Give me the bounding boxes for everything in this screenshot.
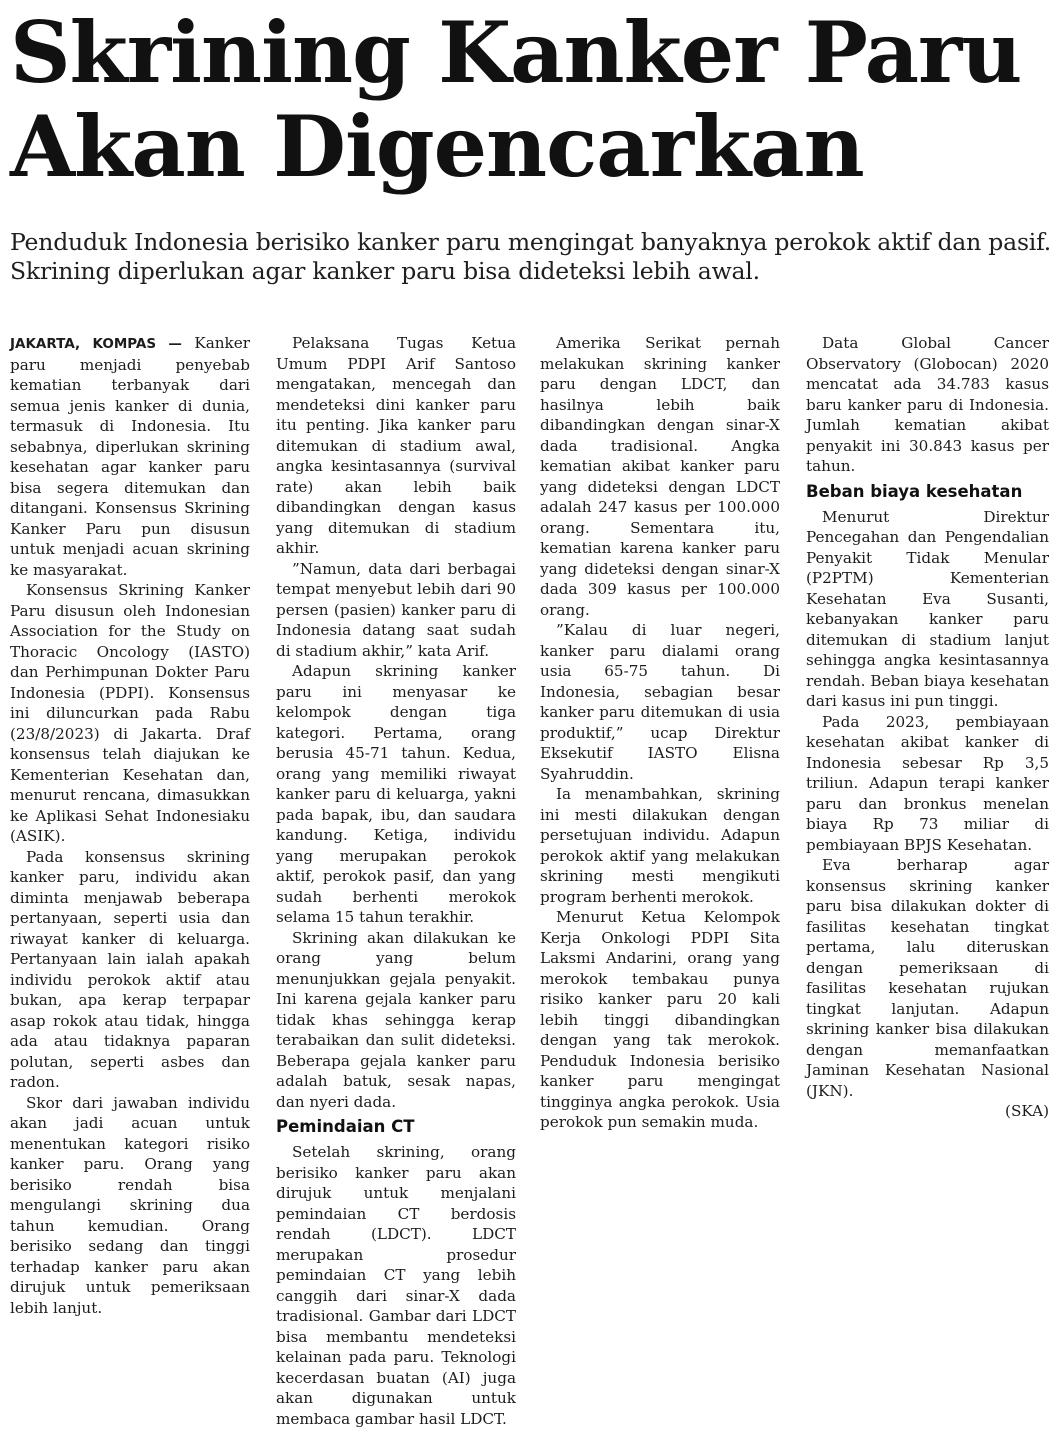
paragraph: Skor dari jawaban individu akan jadi acuan untuk menentukan kategori risiko kanker paru. Orang yang berisiko rendah bisa mengulangi skrining dua tahun kemudian. Orang berisiko sedang dan tinggi terhadap kanker paru akan dirujuk untuk pemeriksaan lebih lanjut. xyxy=(10,1093,250,1317)
paragraph: Setelah skrining, orang berisiko kanker paru akan dirujuk untuk menjalani pemindaian CT berdosis rendah (LDCT). LDCT merupakan prosedur pemindaian CT yang lebih canggih dari sinar-X dada tradisional. Gambar dari LDCT bisa membantu mendeteksi kelainan pada paru. Teknologi kecerdasan buatan (AI) juga akan digunakan untuk membaca gambar hasil LDCT. xyxy=(276,1143,516,1428)
subheading-beban-biaya: Beban biaya kesehatan xyxy=(806,481,1023,501)
headline-line-2: Akan Digencarkan xyxy=(10,97,864,196)
paragraph: Data Global Cancer Observatory (Globocan) 2020 mencatat ada 34.783 kasus baru kanker paru di Indonesia. Jumlah kematian akibat penyakit ini 30.843 kasus per tahun. xyxy=(806,334,1049,475)
article-column-3 xyxy=(540,333,780,1148)
paragraph: Amerika Serikat pernah melakukan skrining kanker paru dengan LDCT, dan hasilnya lebih baik dibandingkan dengan sinar-X dada tradisional. Angka kematian akibat kanker paru yang dideteksi dengan LDCT adalah 247 kasus per 100.000 orang. Sementara itu, kematian karena kanker paru yang dideteksi dengan sinar-X dada 309 kasus per 100.000 orang. xyxy=(540,334,780,619)
paragraph-text: Kanker paru menjadi penyebab kematian terbanyak dari semua jenis kanker di dunia, termasuk di Indonesia. Itu sebabnya, diperlukan skrining kesehatan agar kanker paru bisa segera ditemukan dan ditangani. Konsensus Skrining Kanker Paru pun disusun untuk menjadi acuan skrining ke masyarakat. xyxy=(10,334,250,579)
paragraph: ”Namun, data dari berbagai tempat menyebut lebih dari 90 persen (pasien) kanker paru di Indonesia datang saat sudah di stadium akhir,” kata Arif. xyxy=(276,559,516,660)
paragraph: Eva berharap agar konsensus skrining kanker paru bisa dilakukan dokter di fasilitas kesehatan tingkat pertama, lalu diteruskan dengan pemeriksaan di fasilitas kesehatan rujukan tingkat lanjutan. Adapun skrining kanker bisa dilakukan dengan memanfaatkan Jaminan Kesehatan Nasional (JKN). xyxy=(806,856,1049,1100)
headline-line-1: Skrining Kanker Paru xyxy=(10,3,1022,102)
author-signature: (SKA) xyxy=(1005,1102,1049,1120)
paragraph: Adapun skrining kanker paru ini menyasar ke kelompok dengan tiga kategori. Pertama, orang berusia 45-71 tahun. Kedua, orang yang memiliki riwayat kanker paru di keluarga, yakni pada bapak, ibu, dan saudara kandung. Ketiga, individu yang merupakan perokok aktif, perokok pasif, dan yang sudah berhenti merokok selama 15 tahun terakhir. xyxy=(276,662,516,926)
dateline: JAKARTA, KOMPAS — xyxy=(10,336,182,352)
article-column-2 xyxy=(276,333,516,1428)
paragraph xyxy=(10,333,250,580)
paragraph: Pada 2023, pembiayaan kesehatan akibat kanker di Indonesia sebesar Rp 3,5 triliun. Adapun terapi kanker paru dan bronkus menelan biaya Rp 73 miliar di pembiayaan BPJS Kesehatan. xyxy=(806,712,1049,854)
paragraph: Ia menambahkan, skrining ini mesti dilakukan dengan persetujuan individu. Adapun perokok aktif yang melakukan skrining mesti mengikuti program berhenti merokok. xyxy=(540,785,780,906)
subheading-pemindaian-ct: Pemindaian CT xyxy=(276,1117,415,1136)
article-column-1 xyxy=(10,333,250,1317)
headline xyxy=(10,3,1050,196)
paragraph: Menurut Ketua Kelompok Kerja Onkologi PDPI Sita Laksmi Andarini, orang yang merokok tembakau punya risiko kanker paru 20 kali lebih tinggi dibandingkan dengan yang tak merokok. Penduduk Indonesia berisiko kanker paru mengingat tingginya angka perokok. Usia perokok pun semakin muda. xyxy=(540,908,780,1131)
paragraph: Menurut Direktur Pencegahan dan Pengendalian Penyakit Tidak Menular (P2PTM) Kementerian Kesehatan Eva Susanti, kebanyakan kanker paru ditemukan di stadium lanjut sehingga angka kesintasannya rendah. Beban biaya kesehatan dari kasus ini pun tinggi. xyxy=(806,507,1049,710)
paragraph: Konsensus Skrining Kanker Paru disusun oleh Indonesian Association for the Study on Thoracic Oncology (IASTO) dan Perhimpunan Dokter Paru Indonesia (PDPI). Konsensus ini diluncurkan pada Rabu (23/8/2023) di Jakarta. Draf konsensus telah diajukan ke Kementerian Kesehatan dan, menurut rencana, dimasukkan ke Aplikasi Sehat Indonesiaku (ASIK). xyxy=(10,581,250,845)
paragraph: Pada konsensus skrining kanker paru, individu akan diminta menjawab beberapa pertanyaan, seperti usia dan riwayat kanker di keluarga. Pertanyaan lain ialah apakah individu perokok aktif atau bukan, apa kerap terpapar asap rokok atau tidak, hingga ada atau tidaknya paparan polutan, seperti asbes dan radon. xyxy=(10,847,250,1091)
paragraph: Pelaksana Tugas Ketua Umum PDPI Arif Santoso mengatakan, mencegah dan mendeteksi dini kanker paru itu penting. Jika kanker paru ditemukan di stadium awal, angka kesintasannya (survival rate) akan lebih baik dibandingkan dengan kasus yang ditemukan di stadium akhir. xyxy=(276,334,516,557)
paragraph: ”Kalau di luar negeri, kanker paru dialami orang usia 65-75 tahun. Di Indonesia, sebagian besar kanker paru ditemukan di usia produktif,” ucap Direktur Eksekutif IASTO Elisna Syahruddin. xyxy=(540,621,780,783)
article-column-4 xyxy=(806,333,1049,1148)
paragraph: Skrining akan dilakukan ke orang yang belum menunjukkan gejala penyakit. Ini karena gejala kanker paru tidak khas sehingga kerap terabaikan dan sulit dideteksi. Beberapa gejala kanker paru adalah batuk, sesak napas, dan nyeri dada. xyxy=(276,928,516,1111)
deck-summary: Penduduk Indonesia berisiko kanker paru mengingat banyaknya perokok aktif dan pasif. Skrining diperlukan agar kanker paru bisa dideteksi lebih awal. xyxy=(10,228,1052,285)
